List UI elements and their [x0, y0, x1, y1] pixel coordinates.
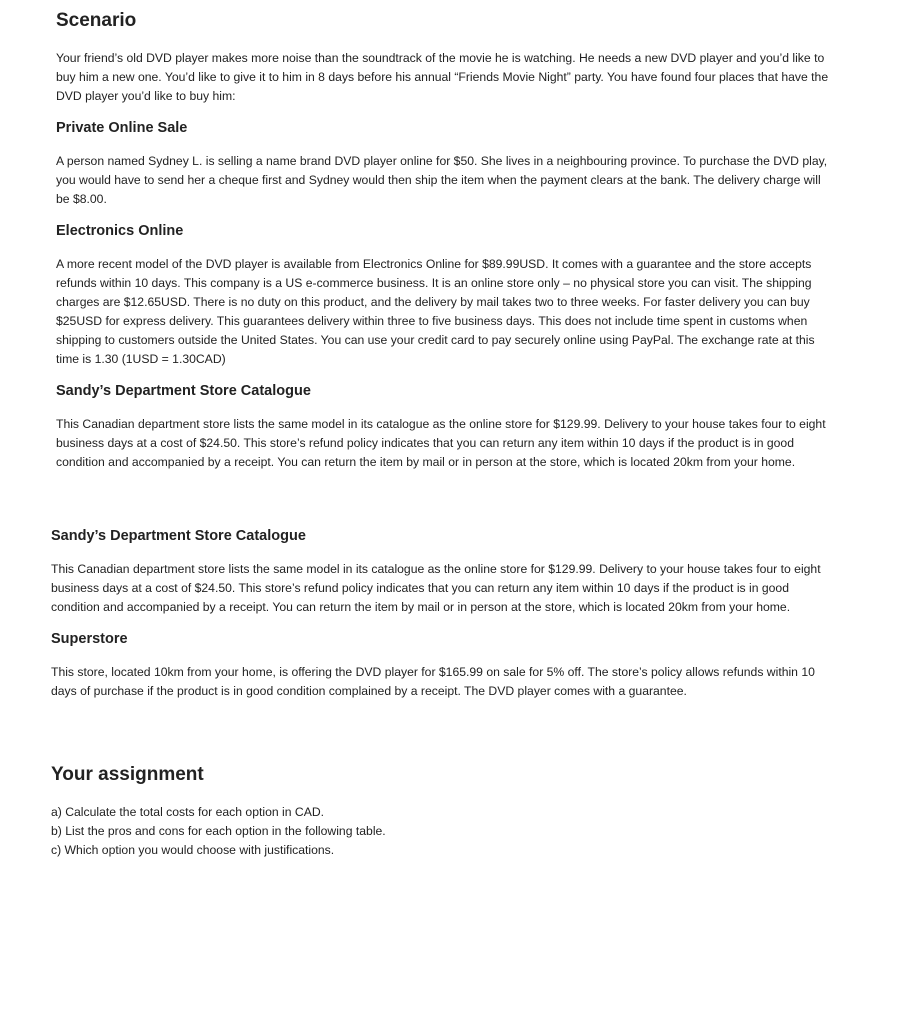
private-sale-heading: Private Online Sale	[56, 120, 188, 136]
assignment-title: Your assignment	[51, 764, 204, 785]
electronics-online-text: A more recent model of the DVD player is available from Electronics Online for $89.99USD. It comes with a guarantee and the store accepts refunds within 10 days. This company is a US e-commerce business. It is an online store only – no physical store you can visit. The shipping charges are $12.65USD. There is no duty on this product, and the delivery by mail takes two to three weeks. For faster delivery you can buy $25USD for express delivery. This guarantees delivery within three to five business days. This does not include time spent in customs when shipping to customers outside the United States. You can use your credit card to pay securely online using PayPal. The exchange rate at this time is 1.30 (1USD = 1.30CAD)	[56, 257, 815, 366]
sandys-text-repeat: This Canadian department store lists the same model in its catalogue as the online store for $129.99. Delivery to your house takes four to eight business days at a cost of $24.50. This store’s refund policy indicates that you can return any item within 10 days if the product is in good condition and accompanied by a receipt. You can return the item by mail or in person at the store, which is located 20km from your home.	[51, 562, 821, 614]
assignment-item-b: b) List the pros and cons for each option in the following table.	[51, 824, 386, 838]
superstore-heading: Superstore	[51, 631, 128, 647]
sandys-text: This Canadian department store lists the same model in its catalogue as the online store for $129.99. Delivery to your house takes four to eight business days at a cost of $24.50. This store’s refund policy indicates that you can return any item within 10 days if the product is in good condition and accompanied by a receipt. You can return the item by mail or in person at the store, which is located 20km from your home.	[56, 417, 826, 469]
private-sale-text: A person named Sydney L. is selling a name brand DVD player online for $50. She lives in a neighbouring province. To purchase the DVD play, you would have to send her a cheque first and Sydney would then ship the item when the payment clears at the bank. The delivery charge will be $8.00.	[56, 154, 828, 206]
scenario-section	[56, 8, 836, 484]
sandys-heading-repeat: Sandy’s Department Store Catalogue	[51, 528, 306, 544]
assignment-item-c: c) Which option you would choose with justifications.	[51, 843, 335, 857]
electronics-online-heading: Electronics Online	[56, 223, 184, 239]
scenario-intro: Your friend’s old DVD player makes more noise than the soundtrack of the movie he is watching. He needs a new DVD player and you’d like to buy him a new one. You’d like to give it to him in 8 days before his annual “Friends Movie Night” party. You have found four places that have the DVD player you’d like to buy him:	[56, 51, 829, 103]
assignment-item-a: a) Calculate the total costs for each option in CAD.	[51, 805, 325, 819]
scenario-title: Scenario	[56, 10, 137, 31]
superstore-text: This store, located 10km from your home, is offering the DVD player for $165.99 on sale for 5% off. The store’s policy allows refunds within 10 days of purchase if the product is in good condition complained by a receipt. The DVD player comes with a guarantee.	[51, 665, 815, 698]
second-section	[51, 526, 831, 713]
sandys-heading: Sandy’s Department Store Catalogue	[56, 383, 311, 399]
assignment-section	[51, 762, 831, 860]
